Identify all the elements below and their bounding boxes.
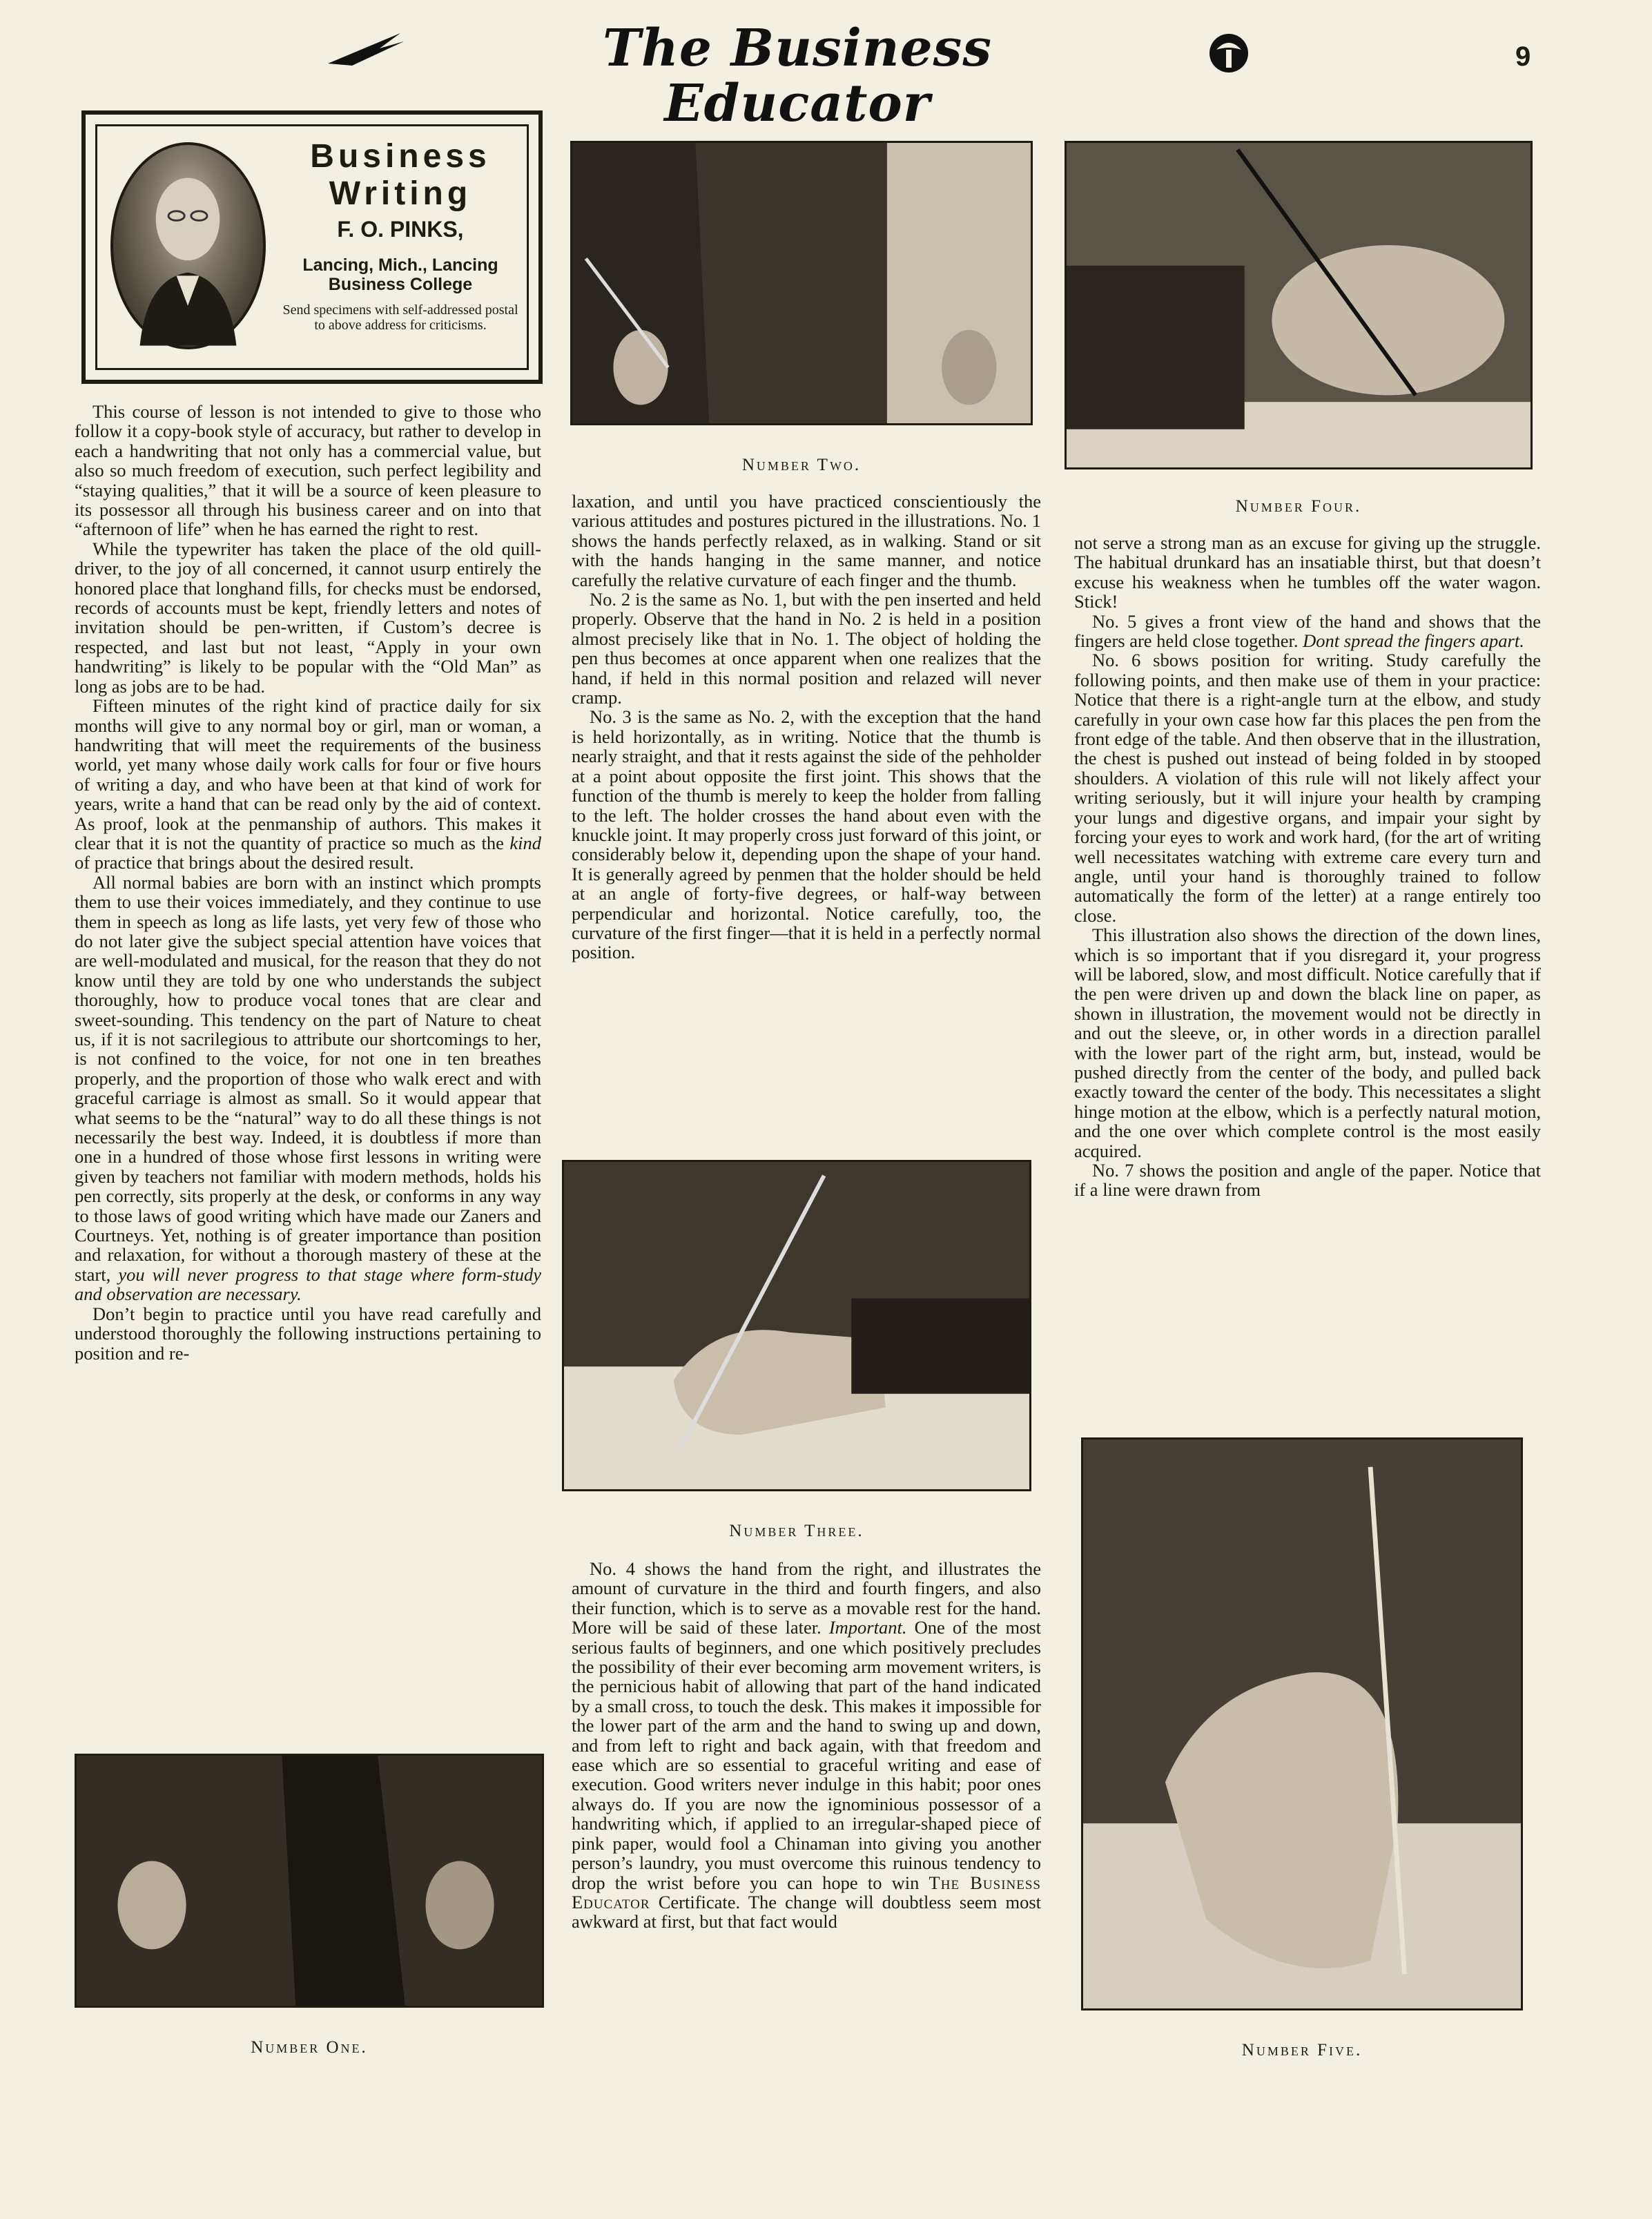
column-author: F. O. PINKS, bbox=[337, 217, 464, 242]
column-place: Lancing, Mich., Lancing Business College bbox=[302, 255, 498, 294]
paragraph: Fifteen minutes of the right kind of practice daily for six months will give to any normal boy or girl, man or woman, a handwriting that will meet the requirements of the business world, yet many whose daily work calls for four or five hours of writing a day, and who have been at that kind of work for years, write a hand that can be read only by the aid of context. As proof, look at the penmanship of authors. This makes it clear that it is not the quantity of practice so much as the kind of practice that brings about the desired result. bbox=[75, 695, 541, 873]
photo-number-two bbox=[570, 141, 1033, 425]
column-note: Send specimens with self-addressed postal to above address for criticisms. bbox=[282, 302, 518, 333]
photo-number-one bbox=[75, 1754, 544, 2008]
column-one-text bbox=[75, 402, 541, 1363]
caption-number-one: Number One. bbox=[251, 2038, 368, 2057]
paragraph: laxation, and until you have practiced conscientiously the various attitudes and postures pictured in the illustrations. No. 1 shows the hands perfectly relaxed, as in walking. Stand or sit with the hands hanging in the same manner, and notice carefully the relative curvature of each finger and the thumb. bbox=[572, 491, 1041, 590]
caption-number-four: Number Four. bbox=[1235, 497, 1362, 516]
caption-number-two: Number Two. bbox=[741, 456, 862, 474]
paragraph: No. 5 gives a front view of the hand and shows that the fingers are held close together. Dont spread the fingers apart. bbox=[1074, 610, 1541, 652]
paragraph: This course of lesson is not intended to give to those who follow it a copy-book style of accuracy, but rather to develop in each a handwriting that not only has a commercial value, but also so much freedom of execution, such perfect legibility and “staying qualities,” that it will be a source of keen pleasure to its possessor all through his business career and on into that “afternoon of life” when he has earned the right to rest. bbox=[75, 401, 541, 540]
paragraph: Don’t begin to practice until you have read carefully and understood thoroughly the following instructions pertaining to position and re- bbox=[75, 1303, 541, 1364]
paragraph: No. 7 shows the position and angle of the paper. Notice that if a line were drawn from bbox=[1074, 1160, 1541, 1201]
caption-number-three: Number Three. bbox=[729, 1522, 864, 1540]
paragraph: No. 3 is the same as No. 2, with the exception that the hand is held horizontally, as in writing. Notice that the thumb is nearly straight, and that it rests against the side of the pehholder at a point about opposite the first joint. This shows that the function of the thumb is merely to keep the holder from falling to the left. The holder crosses the hand about even with the knuckle joint. It may properly cross just forward of this joint, or considerably below it, depending upon the shape of your hand. It is generally agreed by penmen that the holder should be held at an angle of forty-five degrees, or half-way between perpendicular and horizontal. Notice carefully, too, the curvature of the first finger—that it is held in a perfectly normal position. bbox=[572, 706, 1041, 963]
paragraph: No. 2 is the same as No. 1, but with the pen inserted and held properly. Observe that the hand in No. 2 is held in a position almost precisely like that in No. 1. The object of holding the pen thus becomes at once apparent when one realizes that the hand, if held in this normal position and relazed will never cramp. bbox=[572, 589, 1041, 708]
column-three-text bbox=[1074, 533, 1541, 1200]
column-two-lower-text bbox=[572, 1559, 1041, 1932]
photo-number-five bbox=[1081, 1437, 1523, 2010]
quill-icon bbox=[324, 28, 407, 69]
column-title: Business Writing bbox=[310, 138, 491, 212]
paragraph: All normal babies are born with an instinct which prompts them to use their voices immediately, and they continue to use them in speech as long as life lasts, yet very few of those who do not later give the subject special attention have voices that are well-modulated and musical, for the reason that they do not know until they are told by one who understands the subject thoroughly, how to produce vocal tones that are clear and sweet-sounding. This tendency on the part of Nature to cheat us, if it is not sacrilegious to attribute our shortcomings to her, is not confined to the voice, for not one in ten breathes properly, and the proportion of those who walk erect and with graceful carriage is almost as small. So it would appear that what seems to be the “natural” way to do all these things is not necessarily the best way. Indeed, it is doubtless if more than one in a hundred of those whose first lessons in writing were given by teachers not familiar with modern methods, holds his pen correctly, sits properly at the desk, or conforms in any way to those laws of good writing which have made our Zaners and Courtneys. Yet, nothing is of greater importance than position and relaxation, for without a thorough mastery of these at the start, you will never progress to that stage where form-study and observation are necessary. bbox=[75, 871, 541, 1305]
paragraph: This illustration also shows the direction of the down lines, which is so important that if you disregard it, your progress will be labored, slow, and most difficult. Notice carefully that if the pen were driven up and down the black line on paper, as shown in illustration, the movement would not be directly in and out the sleeve, or, in other words in a direction parallel with the lower part of the right arm, but, instead, would be pushed directly from the center of the body, and pulled back exactly toward the center of the body. This necessitates a slight hinge motion at the elbow, which is a perfectly natural motion, and the one over which complete control is the most easily acquired. bbox=[1074, 924, 1541, 1161]
emblem-icon bbox=[1201, 29, 1256, 77]
paragraph: While the typewriter has taken the place of the old quill-driver, to the joy of all concerned, it cannot usurp entirely the honored place that longhand fills, for checks must be endorsed, records of accounts must be kept, friendly letters and notes of invitation should be pen-written, if Custom’s decree is respected, and last but not least, “Apply in your own handwriting” is likely to be popular with the “Old Man” as long as jobs are to be had. bbox=[75, 538, 541, 697]
photo-number-four bbox=[1065, 141, 1533, 469]
paragraph: No. 4 shows the hand from the right, and illustrates the amount of curvature in the third and fourth fingers, and also their function, which is to serve as a movable rest for the hand. More will be said of these later. Important. One of the most serious faults of beginners, and one which positively precludes the possibility of their ever becoming arm movement writers, is the pernicious habit of allowing that part of the hand indicated by a small cross, to touch the desk. This makes it impossible for the lower part of the arm and the hand to swing up and down, and from left to right and back again, with that freedom and ease which are so essential to graceful writing and ease of execution. Good writers never indulge in this habit; poor ones always do. If you are now the ignominious possessor of a handwriting which, if applied to an irregular-shaped piece of pink paper, would fool a Chinaman into giving you another person’s laundry, you must overcome this ruinous tendency to drop the wrist before you can hope to win The Business Educator Certificate. The change will doubtless seem most awkward at first, but that fact would bbox=[572, 1558, 1042, 1932]
masthead-title: The Business Educator bbox=[602, 19, 993, 133]
photo-number-three bbox=[562, 1160, 1031, 1491]
column-two-upper-text bbox=[572, 492, 1041, 962]
caption-number-five: Number Five. bbox=[1241, 2041, 1363, 2060]
page-number: 9 bbox=[1515, 41, 1531, 72]
paragraph: not serve a strong man as an excuse for giving up the struggle. The habitual drunkard has an insatiable thirst, but that doesn’t excuse his weakness when he tumbles off the water wagon. Stick! bbox=[1074, 532, 1541, 612]
paragraph: No. 6 sbows position for writing. Study carefully the following points, and then make use of them in your practice: Notice that there is a right-angle turn at the elbow, and study carefully in your own case how far this places the pen from the front edge of the table. And then observe that in the illustration, the chest is pushed out instead of being folded in by stooped shoulders. A violation of this rule will not likely affect your writing seriously, but it will injure your health by cramping your lungs and digestive organs, and impair your sight by forcing your eyes to work and work hard, (for the art of writing well necessitates watching with extreme care every turn and angle, until your hand is thoroughly trained to follow automatically the form of the letter) at a range entirely too close. bbox=[1074, 650, 1541, 926]
author-portrait bbox=[110, 142, 266, 349]
